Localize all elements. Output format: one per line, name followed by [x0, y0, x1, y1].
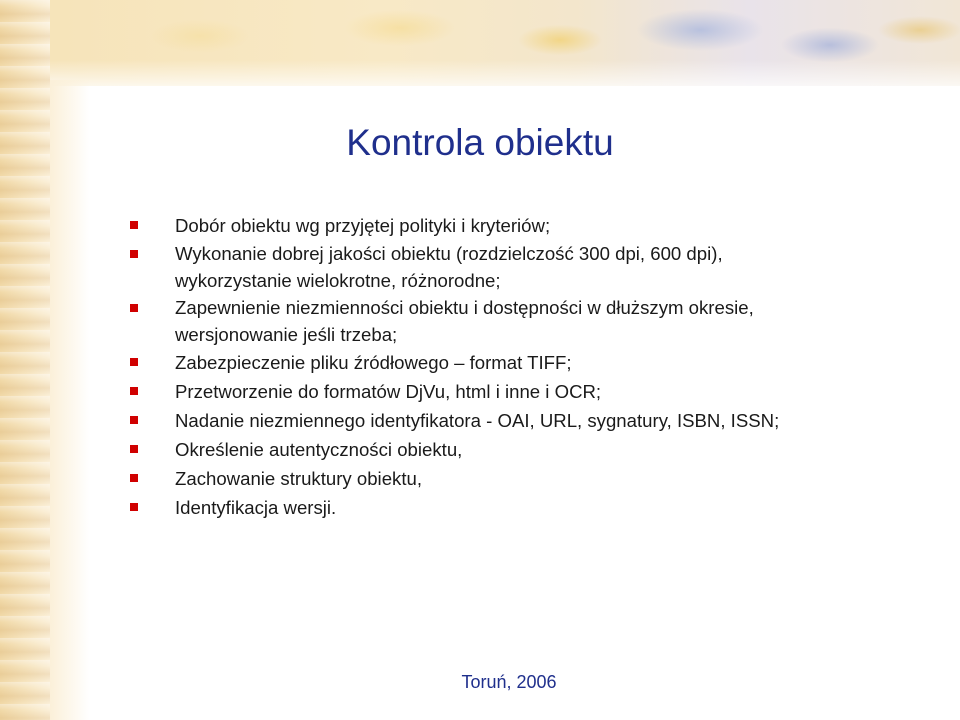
bullet-text: Określenie autentyczności obiektu, — [175, 439, 463, 460]
decorative-left-strip — [0, 0, 50, 720]
bullet-item — [130, 377, 930, 406]
bullet-text-line: wykorzystanie wielokrotne, różnorodne; — [175, 270, 501, 291]
bullet-text: Zachowanie struktury obiektu, — [175, 468, 423, 489]
square-bullet-icon — [130, 387, 138, 395]
slide-footer: Toruń, 2006 — [461, 672, 557, 692]
square-bullet-icon — [130, 503, 138, 511]
bullet-text-line: wersjonowanie jeśli trzeba; — [175, 324, 398, 345]
bullet-item — [130, 348, 930, 377]
bullet-item — [130, 464, 930, 493]
decorative-left-fade — [50, 80, 90, 720]
bullet-text-line: Zapewnienie niezmienności obiektu i dostępności w dłuższym okresie, — [175, 297, 754, 318]
bullet-item — [130, 240, 930, 294]
square-bullet-icon — [130, 221, 138, 229]
bullet-list — [130, 211, 930, 522]
bullet-text: Nadanie niezmiennego identyfikatora - OAI, URL, sygnatury, ISBN, ISSN; — [175, 410, 780, 431]
square-bullet-icon — [130, 445, 138, 453]
decorative-top-fade — [0, 60, 960, 100]
square-bullet-icon — [130, 250, 138, 258]
bullet-item — [130, 211, 930, 240]
bullet-text-line: Wykonanie dobrej jakości obiektu (rozdzielczość 300 dpi, 600 dpi), — [175, 243, 723, 264]
bullet-text: Zabezpieczenie pliku źródłowego – format TIFF; — [175, 352, 572, 373]
bullet-item — [130, 435, 930, 464]
square-bullet-icon — [130, 416, 138, 424]
bullet-item — [130, 406, 930, 435]
square-bullet-icon — [130, 358, 138, 366]
bullet-item — [130, 493, 930, 522]
bullet-text: Przetworzenie do formatów DjVu, html i inne i OCR; — [175, 381, 602, 402]
slide-title: Kontrola obiektu — [346, 122, 614, 163]
square-bullet-icon — [130, 304, 138, 312]
bullet-text: Dobór obiektu wg przyjętej polityki i kryteriów; — [175, 215, 551, 236]
square-bullet-icon — [130, 474, 138, 482]
bullet-text: Identyfikacja wersji. — [175, 497, 337, 518]
bullet-item — [130, 294, 930, 348]
